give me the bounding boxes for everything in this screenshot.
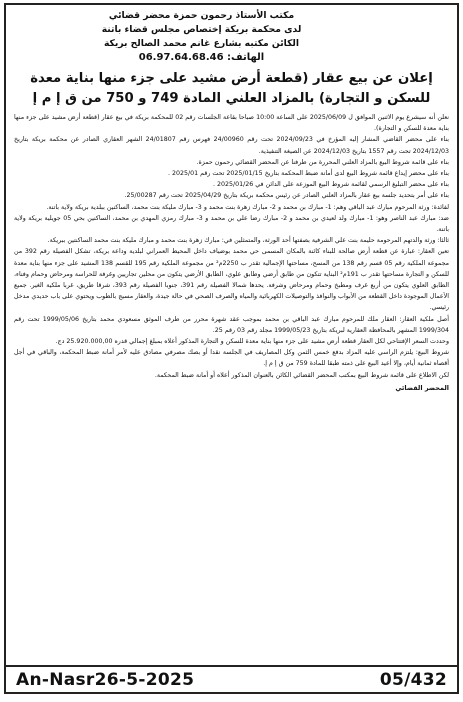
publication-footer (6, 665, 457, 692)
office-header (14, 9, 449, 65)
body-paragraph: شروط البيع: يلتزم الراسي عليه المزاد بدفع خمس الثمن وكل المصاريف في الجلسة نقدا أو بصك مصرفي مصادق عليه لأمر أمانة ضبط المحكمة، والباقي في أجل أقصاه ثمانية أيام، وإلا أعيد البيع على ذمته طبقا للمادة 759 من ق إ م إ. (14, 349, 449, 368)
publication-date: An-Nasr26-5-2025 (16, 669, 195, 690)
signature: المحضر القضائي (395, 383, 449, 392)
notice-content (6, 5, 457, 392)
notice-title (14, 69, 449, 109)
office-name: مكتب الأستاذ رحمون حمزة محضر قضائي (108, 10, 295, 21)
office-address: الكائن مكتبه بشارع غانم محمد الصالح بريكة (103, 38, 300, 49)
body-paragraph: بناء على أمر بتحديد جلسة بيع عقار بالمزاد العلني الصادر عن رئيس محكمة بريكة بتاريخ 2025/04/29 تحت رقم 25/00287. (124, 192, 449, 200)
body-paragraph: بناء على محضر إيداع قائمة شروط البيع لدى أمانة ضبط المحكمة بتاريخ 2025/01/15 تحت رقم 2025/01 . (167, 170, 449, 178)
body-paragraph: لكن الاطلاع على قائمة شروط البيع بمكتب المحضر القضائي الكائن بالعنوان المذكور أعلاه أو أمانة ضبط المحكمة. (154, 371, 449, 379)
publication-number: 05/432 (379, 669, 447, 690)
body-paragraph: لفائدة: ورثة المرحوم مبارك عبد الباقي وهم: 1- مبارك بن محمد و 2- مبارك زهرة بنت محمد و 3- مبارك مليكة بنت محمد، الساكنين ببلدية بريكة ولاية باتنة. (46, 203, 449, 211)
body-paragraph: وحددت السعر الإفتتاحي لكل العقار قطعة أرض مشيد على جزء منها بناية معدة للسكن و التجارة المذكور أعلاه بمبلغ إجمالي قدره 25.920.000,00 دج. (55, 338, 449, 346)
notice-title-line-2: للسكن و التجارة) بالمزاد العلني المادة 749 و 750 من ق إ م إ (32, 91, 431, 106)
notice-body (14, 112, 449, 381)
body-paragraph: تعين العقار: عبارة عن قطعة أرض صالحة للبناء كائنة بالمكان المسمى حي محمد بوضياف داخل المحيط العمراني لبلدية وداعة بريكة، تشكل الفصيلة رقم 392 من مجموعة الملكية رقم 05 قسم رقم 138 من المسح، مساحتها الإجمالية تقدر ب 2250م² من مجموعة الملكية رقم 195 للقسم 138 المشيد على جزء منها بناية معدة للسكن و التجارة مساحتها تقدر ب 191م² البناية تتكون من طابق أرضي وطابق علوي، الطابق الأرضي يتكون من محلين تجاريين وغرفة للحراسة ومرحاض وحمام وفناء، الطابق العلوي يتكون من أربع غرف ومطبخ وحمام ومرحاض وشرفة. يحدها شمالا الفصيلة رقم 391، جنوبا الفصيلة رقم 393، شرقا طريق، غربا ملكية الغير. جميع الأعمال الموجودة داخل القطعة من الأبواب والنوافذ والتوصيلات الكهربائية والمياه والصرف الصحي في حالة جيدة، والعقار مسيج بالطوب ويحتوي على باب حديدي مدخل رئيسي. (14, 248, 450, 312)
phone-label: الهاتف: (227, 52, 265, 63)
body-paragraph: بناء على قائمة شروط البيع بالمزاد العلني المحررة من طرفنا عن المحضر القضائي رحمون حمزة. (196, 158, 449, 166)
body-paragraph: أصل ملكية العقار: العقار ملك للمرحوم مبارك عبد الباقي بن محمد بموجب عقد شهرة محرر من طرف الموثق مسعودي محمد بتاريخ 1999/05/06 تحت رقم 1999/304 المشهر بالمحافظة العقارية لبريكة بتاريخ 1999/05/23 مجلد رقم 03 رقم 25. (14, 315, 449, 334)
body-paragraph: ضد: مبارك عبد الناصر وهو: 1- مبارك ولد لعيدي بن محمد و 2- مبارك رضا علي بن محمد و 3- مبارك رمزي المهدي بن محمد، الساكنين بحي 05 جويلية بريكة ولاية باتنة. (14, 214, 450, 234)
body-paragraph: بناء على محضر القاضي المشار إليه المؤرخ في 2024/09/23 تحت رقم 24/00960 فهرس رقم 24/01807 الشهر العقاري الصادر عن محكمة بريكة بتاريخ 2024/12/03 تحت رقم 1557 بتاريخ 2024/12/03 عن الصيغة التنفيذية. (14, 136, 449, 155)
notice-title-line-1: إعلان عن بيع عقار (قطعة أرض مشيد على جزء منها بناية معدة (30, 71, 433, 86)
body-paragraph: ثالثا: ورثة والدتهم المرحومة حليمة بنت علي الشرفية بصفتها أحد الورثة، والمتمثلين في: مبارك زهرة بنت محمد و مبارك مليكة بنت محمد الساكنتين ببريكة. (47, 237, 449, 245)
court-name: لدى محكمة بريكة إختصاص مجلس قضاء باتنة (101, 24, 302, 35)
body-paragraph: بناء على محضر التبليغ الرسمي لقائمة شروط البيع الموزعة على الدائن في 2025/01/26 . (212, 181, 449, 189)
legal-notice (4, 3, 459, 694)
body-paragraph: نعلن أنه سيشرع يوم الاثنين الموافق ل 2025/06/09 على الساعة 10:00 صباحا بقاعة الجلسات رقم 02 للمحكمة بريكة في بيع عقار (قطعة أرض مشيد على جزء منها بناية معدة للسكن و التجارة). (14, 114, 450, 133)
phone-number: 06.97.64.68.46 (138, 52, 224, 63)
phone-line (14, 51, 389, 65)
